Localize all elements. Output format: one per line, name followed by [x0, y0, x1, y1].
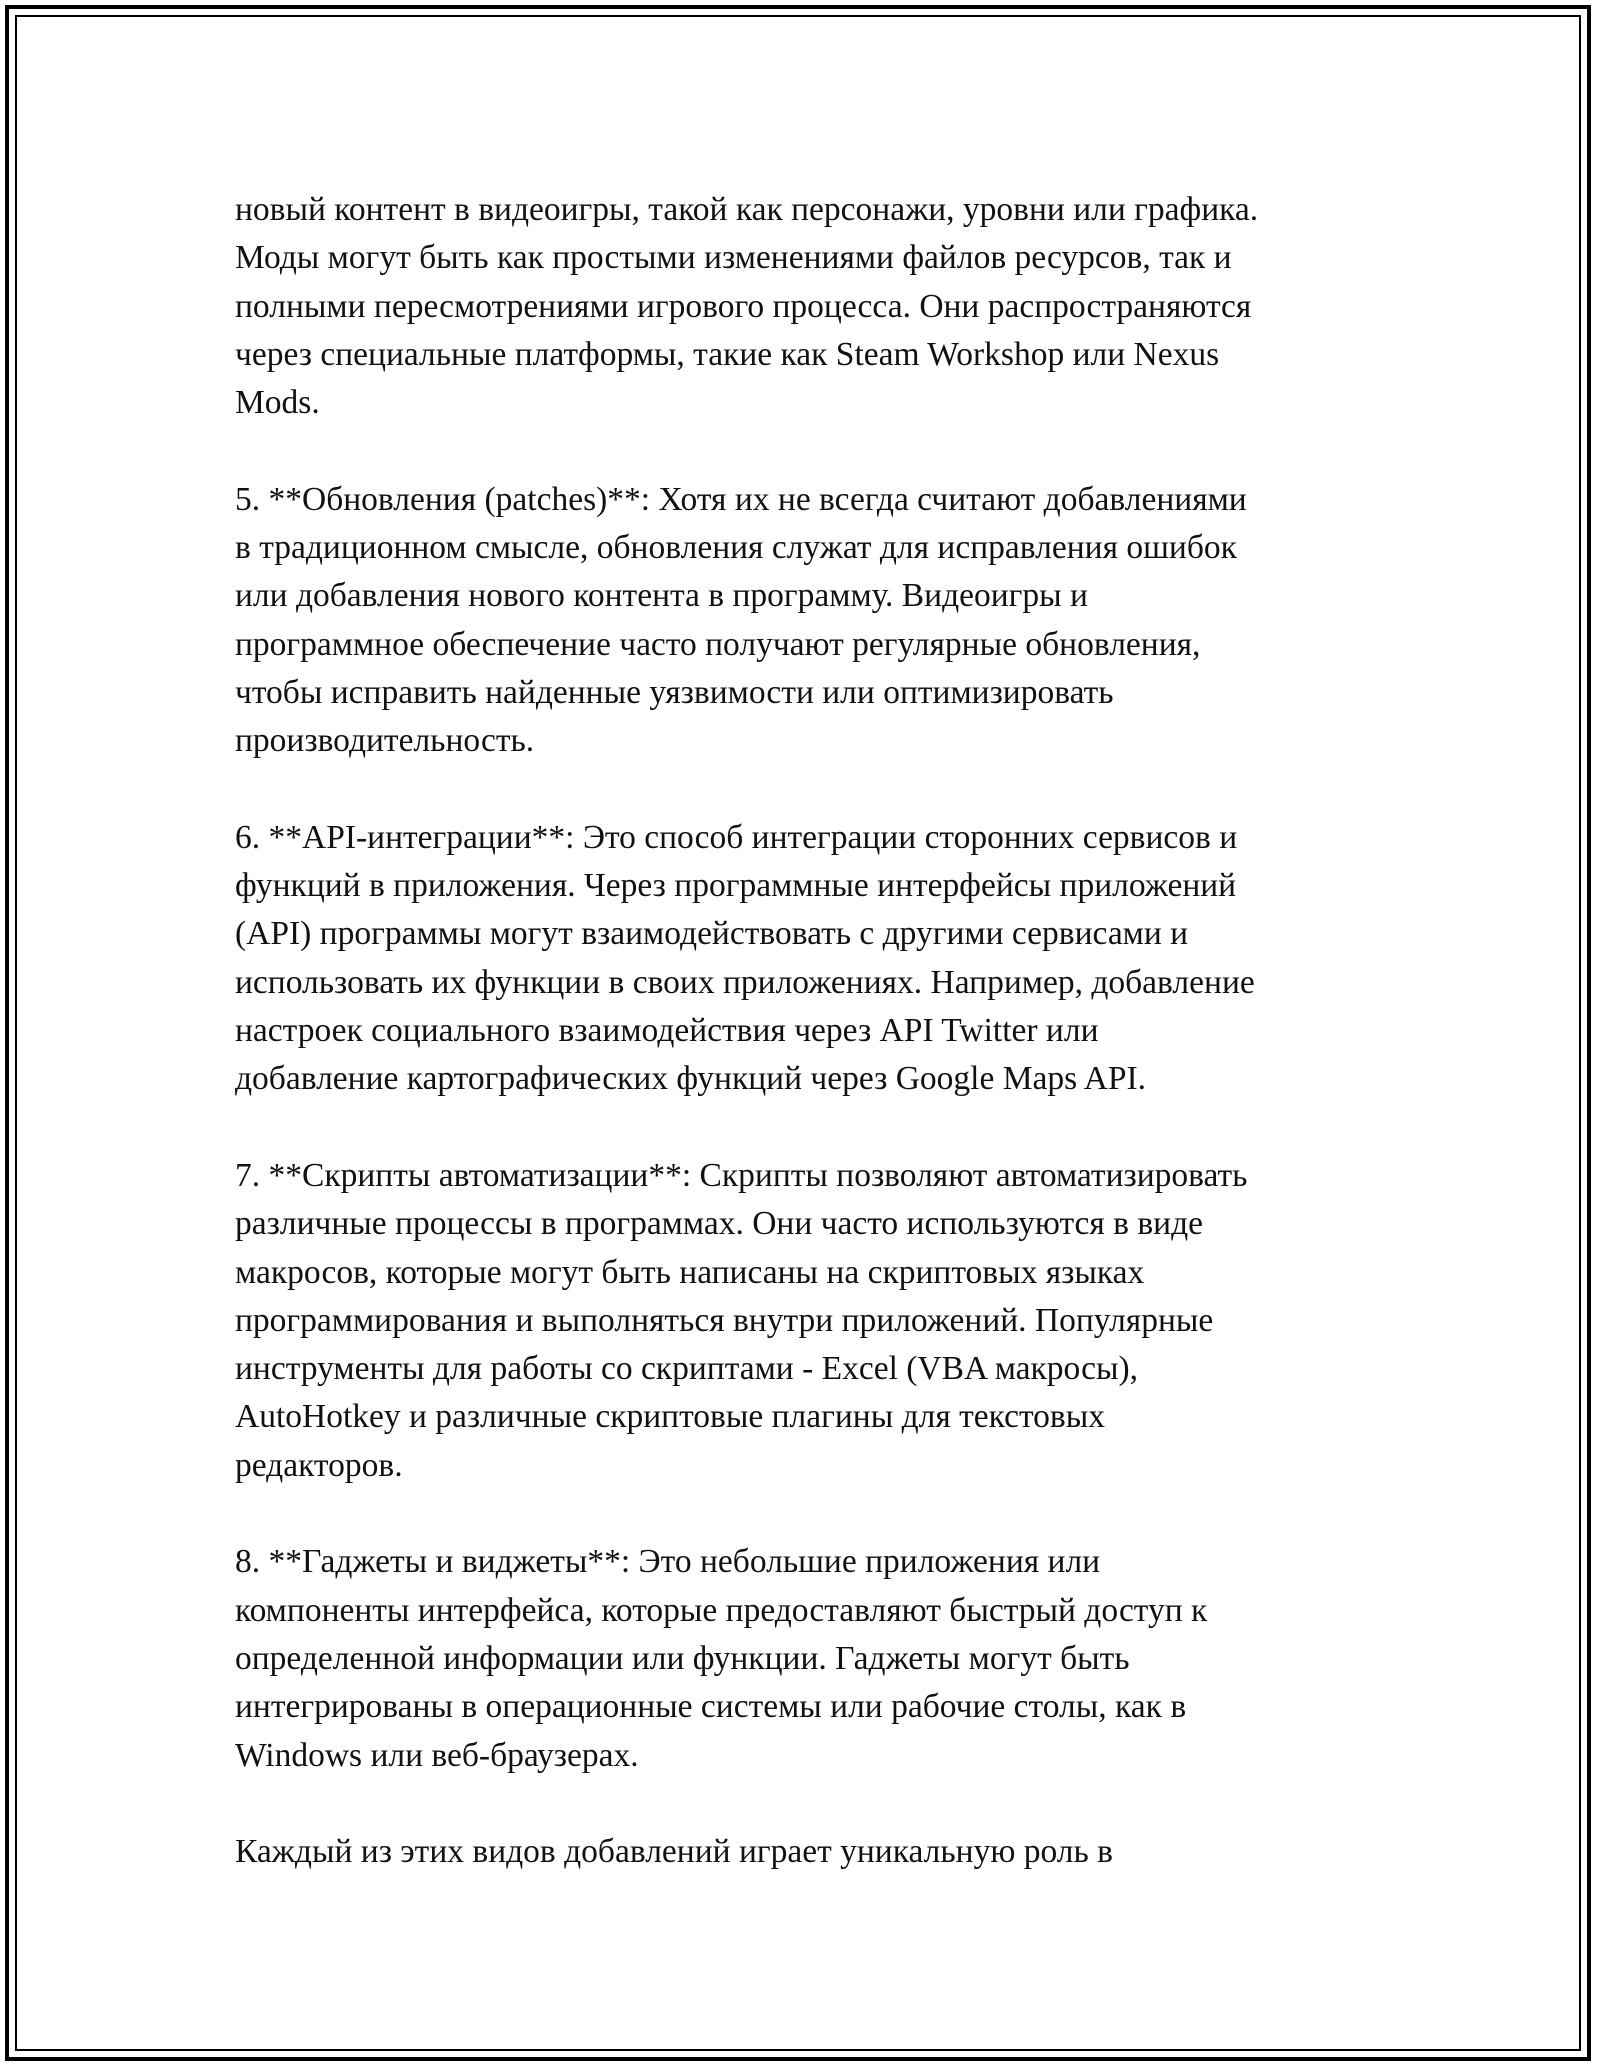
text-line: использовать их функции в своих приложениях. Например, добавление [235, 963, 1255, 1001]
text-line: чтобы исправить найденные уязвимости или оптимизировать [235, 673, 1114, 711]
paragraph-conclusion [235, 1828, 1415, 1876]
text-line: компоненты интерфейса, которые предоставляют быстрый доступ к [235, 1591, 1208, 1629]
text-line: Каждый из этих видов добавлений играет уникальную роль в [235, 1833, 1113, 1871]
text-line: Mods. [235, 384, 320, 422]
text-line: или добавления нового контента в программу. Видеоигры и [235, 577, 1088, 615]
text-line: новый контент в видеоигры, такой как персонажи, уровни или графика. [235, 191, 1259, 228]
text-line: в традиционном смысле, обновления служат для исправления ошибок [235, 529, 1237, 567]
paragraph-patches [235, 476, 1415, 766]
text-line: программное обеспечение часто получают регулярные обновления, [235, 625, 1201, 663]
text-line: редакторов. [235, 1446, 403, 1484]
text-line: Windows или веб-браузерах. [235, 1736, 639, 1774]
text-line: 8. **Гаджеты и виджеты**: Это небольшие приложения или [235, 1543, 1101, 1581]
text-line: полными пересмотрениями игрового процесса. Они распространяются [235, 287, 1252, 325]
text-line: определенной информации или функции. Гаджеты могут быть [235, 1639, 1130, 1677]
text-line: через специальные платформы, такие как Steam Workshop или Nexus [235, 335, 1220, 373]
text-line: макросов, которые могут быть написаны на скриптовых языках [235, 1253, 1145, 1291]
paragraph-automation-scripts [235, 1152, 1415, 1490]
paragraph-mods-continuation [235, 186, 1415, 427]
text-line: инструменты для работы со скриптами - Excel (VBA макросы), [235, 1350, 1139, 1388]
paragraph-api-integrations [235, 814, 1415, 1104]
text-line: производительность. [235, 722, 535, 760]
document-body [235, 186, 1415, 1925]
text-line: настроек социального взаимодействия через API Twitter или [235, 1012, 1099, 1050]
text-line: Моды могут быть как простыми изменениями файлов ресурсов, так и [235, 239, 1232, 277]
text-line: 7. **Скрипты автоматизации**: Скрипты позволяют автоматизировать [235, 1156, 1248, 1194]
text-line: (API) программы могут взаимодействовать с другими сервисами и [235, 915, 1189, 953]
text-line: 6. **API-интеграции**: Это способ интеграции сторонних сервисов и [235, 818, 1238, 856]
paragraph-gadgets-widgets [235, 1538, 1415, 1779]
text-line: программирования и выполняться внутри приложений. Популярные [235, 1301, 1214, 1339]
text-line: 5. **Обновления (patches)**: Хотя их не всегда считают добавлениями [235, 480, 1247, 518]
text-line: AutoHotkey и различные скриптовые плагины для текстовых [235, 1398, 1105, 1436]
text-line: добавление картографических функций через Google Maps API. [235, 1060, 1147, 1098]
text-line: интегрированы в операционные системы или рабочие столы, как в [235, 1688, 1187, 1726]
text-line: функций в приложения. Через программные интерфейсы приложений [235, 867, 1237, 905]
text-line: различные процессы в программах. Они часто используются в виде [235, 1205, 1203, 1243]
